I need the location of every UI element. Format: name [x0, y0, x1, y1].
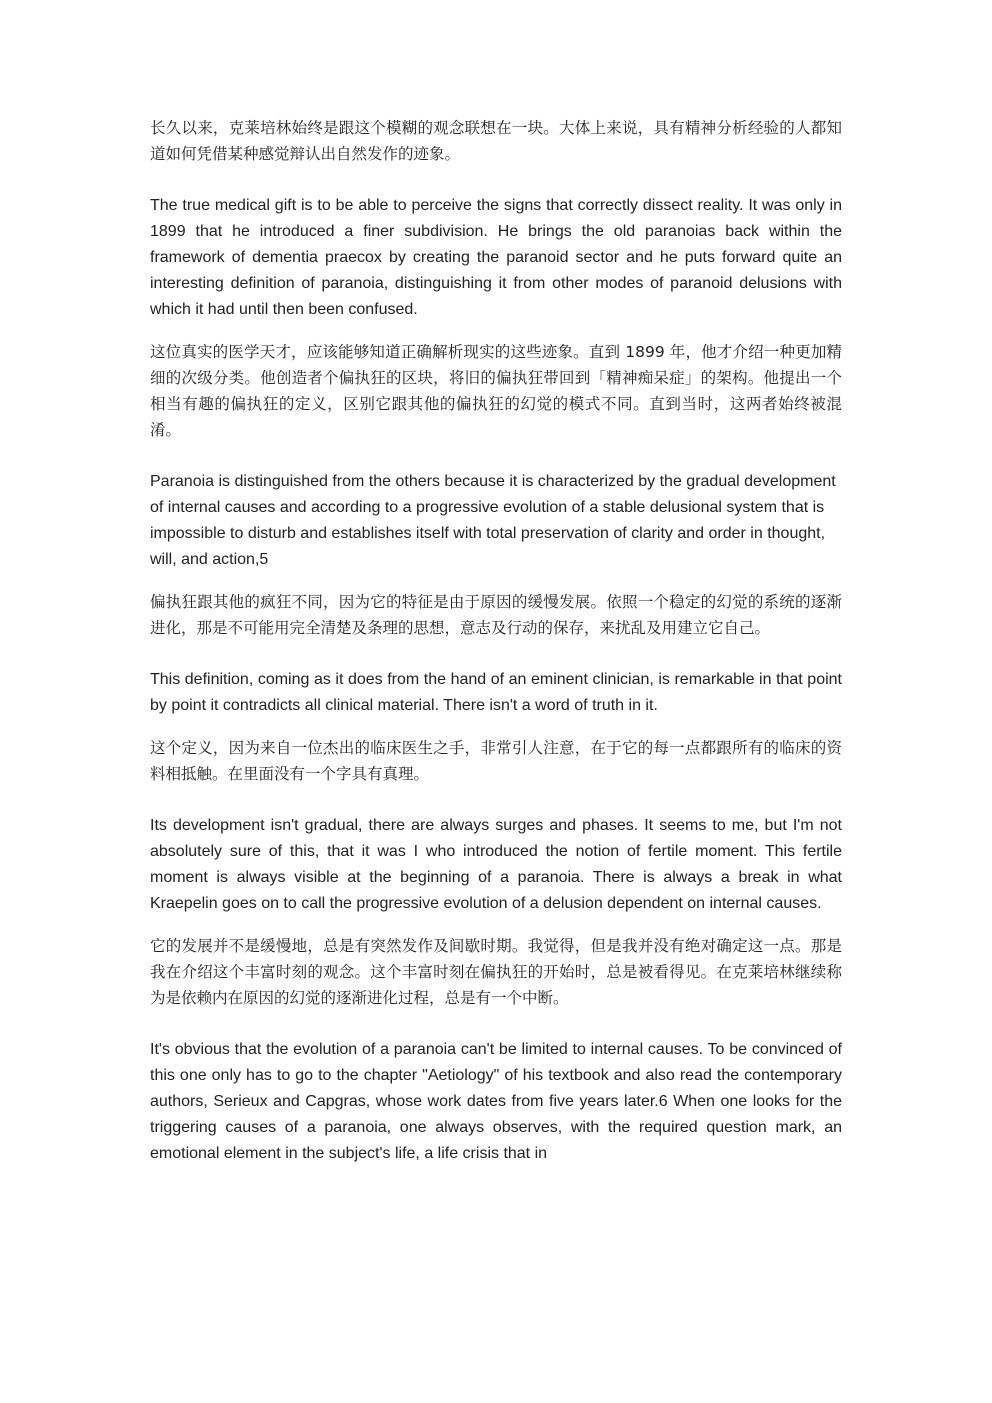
paragraph-en-4: Its development isn't gradual, there are always surges and phases. It seems to me, but I'm not absolutely sure of this, that it was I who introduced the notion of fertile moment. This fertile moment is always visible at the beginning of a paranoia. There is always a break in what Kraepelin goes on to call the progressive evolution of a delusion dependent on internal causes. [150, 817, 842, 912]
paragraph-en-3: This definition, coming as it does from the hand of an eminent clinician, is remarkable in that point by point it contradicts all clinical material. There isn't a word of truth in it. [150, 671, 842, 714]
document-page [150, 115, 842, 1167]
paragraph-zh-1: 长久以来，克莱培林始终是跟这个模糊的观念联想在一块。大体上来说，具有精神分析经验的人都知道如何凭借某种感觉辩认出自然发作的迹象。 [150, 119, 842, 163]
paragraph-en-2: Paranoia is distinguished from the others because it is characterized by the gradual development of internal causes and according to a progressive evolution of a stable delusional system that is impossible to disturb and establishes itself with total preservation of clarity and order in thought, will, and action,5 [150, 473, 836, 568]
paragraph-zh-5: 它的发展并不是缓慢地，总是有突然发作及间歇时期。我觉得，但是我并没有绝对确定这一点。那是我在介绍这个丰富时刻的观念。这个丰富时刻在偏执狂的开始时，总是被看得见。在克莱培林继续称为是依赖内在原因的幻觉的逐渐进化过程，总是有一个中断。 [150, 937, 842, 1007]
paragraph-zh-3: 偏执狂跟其他的疯狂不同，因为它的特征是由于原因的缓慢发展。依照一个稳定的幻觉的系统的逐渐进化，那是不可能用完全清楚及条理的思想，意志及行动的保存，来扰乱及用建立它自己。 [150, 593, 842, 637]
paragraph-zh-4: 这个定义，因为来自一位杰出的临床医生之手，非常引人注意，在于它的每一点都跟所有的临床的资料相抵触。在里面没有一个字具有真理。 [150, 739, 842, 783]
paragraph-zh-2: 这位真实的医学天才，应该能够知道正确解析现实的这些迹象。直到 1899 年，他才介绍一种更加精细的次级分类。他创造者个偏执狂的区块，将旧的偏执狂带回到「精神痴呆症」的架构。他提出一个相当有趣的偏执狂的定义，区别它跟其他的偏执狂的幻觉的模式不同。直到当时，这两者始终被混淆。 [150, 343, 842, 439]
paragraph-en-1: The true medical gift is to be able to perceive the signs that correctly dissect reality. It was only in 1899 that he introduced a finer subdivision. He brings the old paranoias back within the framework of dementia praecox by creating the paranoid sector and he puts forward quite an interesting definition of paranoia, distinguishing it from other modes of paranoid delusions with which it had until then been confused. [150, 197, 842, 318]
paragraph-en-5: It's obvious that the evolution of a paranoia can't be limited to internal causes. To be convinced of this one only has to go to the chapter "Aetiology" of his textbook and also read the contemporary authors, Serieux and Capgras, whose work dates from five years later.6 When one looks for the triggering causes of a paranoia, one always observes, with the required question mark, an emotional element in the subject's life, a life crisis that in [150, 1041, 842, 1162]
